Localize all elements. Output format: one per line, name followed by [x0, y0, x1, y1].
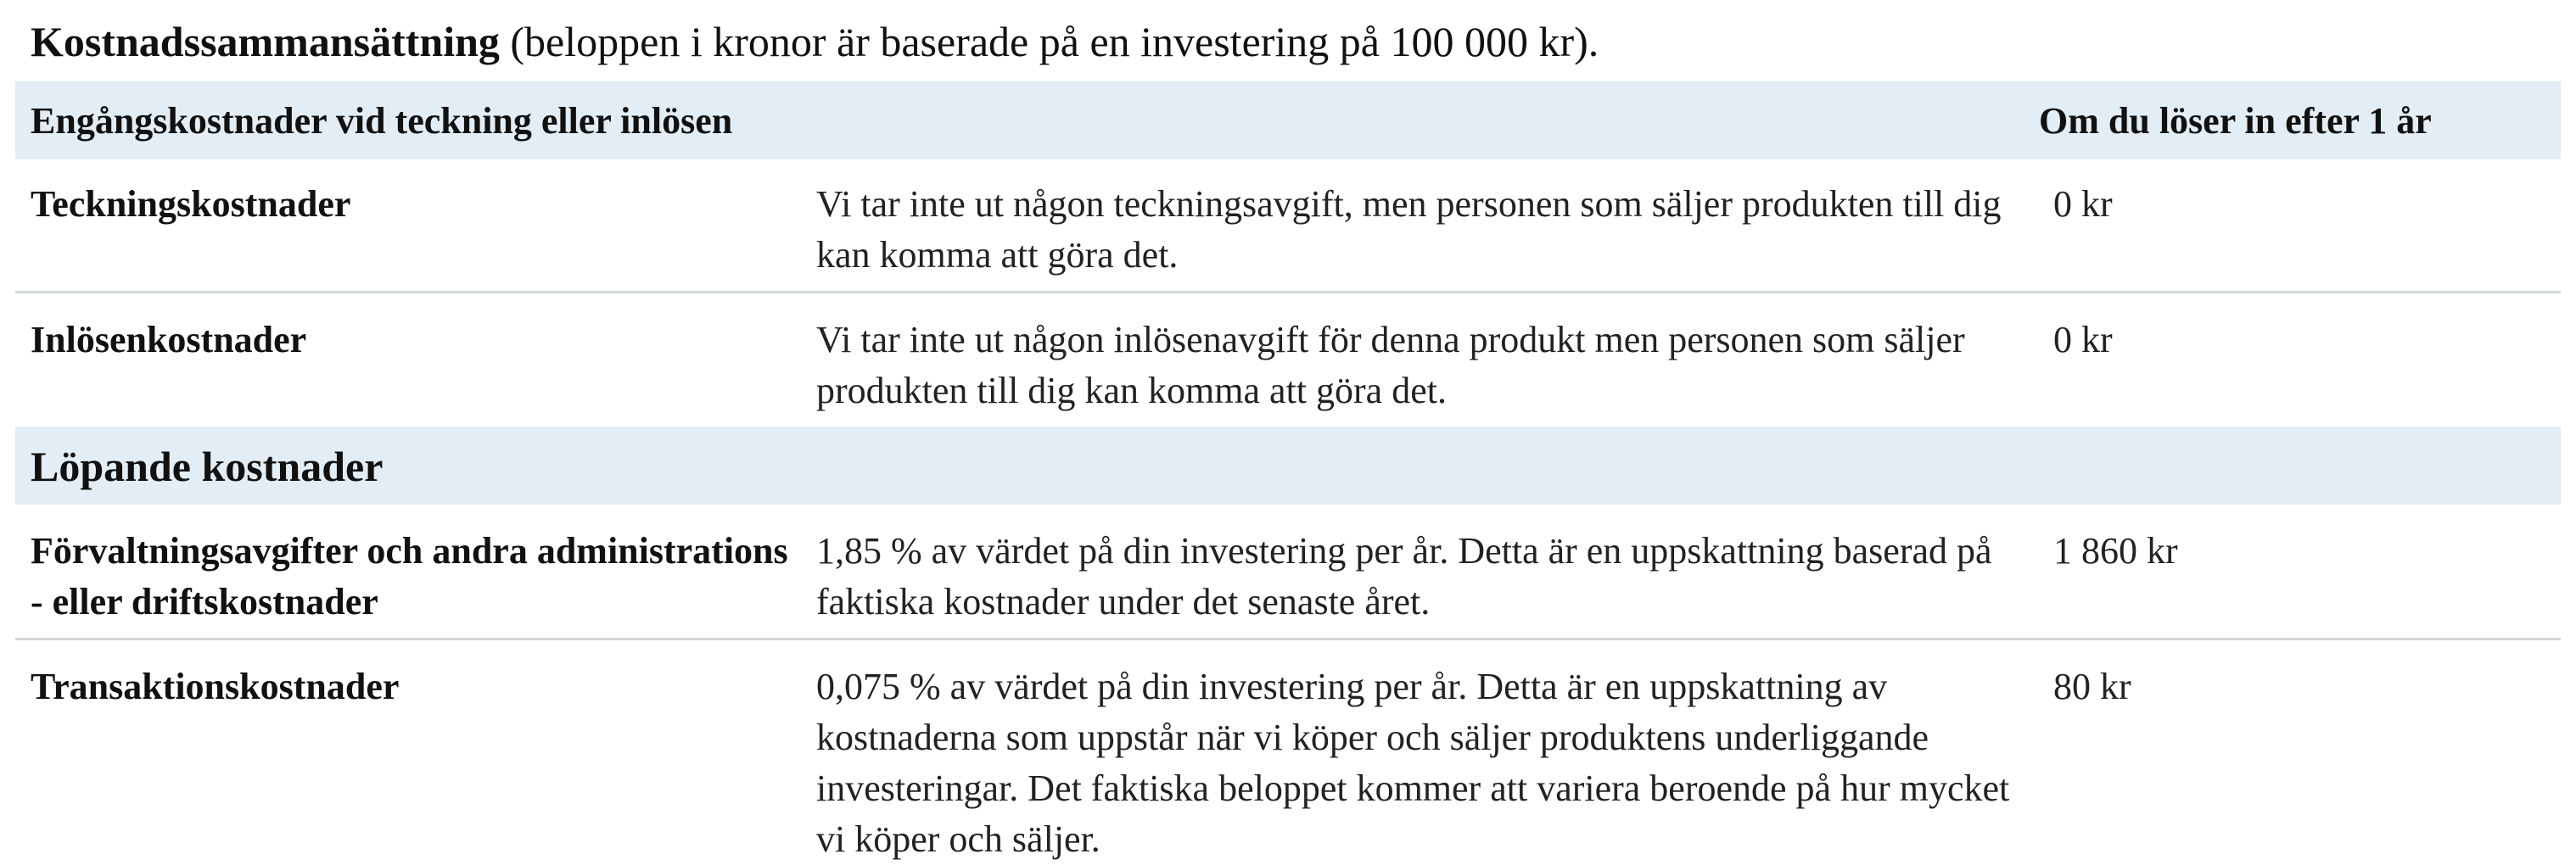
row-label-transaction-costs: Transaktionskostnader — [31, 666, 400, 707]
row-amount-management-fees: 1 860 kr — [2053, 530, 2178, 572]
row-divider — [15, 638, 2561, 640]
section-title-rest: (beloppen i kronor är baserade på en investering på 100 000 kr). — [499, 18, 1599, 65]
section-title-bold: Kostnadssammansättning — [31, 18, 500, 65]
row-amount-transaction-costs: 80 kr — [2053, 666, 2131, 707]
row-amount-redemption-costs: 0 kr — [2053, 319, 2113, 360]
row-label-redemption-costs: Inlösenkostnader — [31, 319, 307, 360]
row-label-management-fees: Förvaltningsavgifter och andra administrations - eller driftskostnader — [31, 530, 788, 622]
row-description-redemption-costs: Vi tar inte ut någon inlösenavgift för denna produkt men personen som säljer produkten till dig kan komma att göra det. — [816, 319, 1965, 411]
ongoing-header-band — [15, 427, 2561, 505]
row-description-subscription-costs: Vi tar inte ut någon teckningsavgift, men personen som säljer produkten till dig kan komma att göra det. — [816, 183, 2002, 276]
row-amount-subscription-costs: 0 kr — [2053, 183, 2113, 225]
amount-column-heading: Om du löser in efter 1 år — [2039, 100, 2432, 142]
row-description-transaction-costs: 0,075 % av värdet på din investering per år. Detta är en uppskattning av kostnaderna som uppstår när vi köper och säljer produktens underliggande investeringar. Det faktiska beloppet kommer att variera beroende på hur mycket vi köper och säljer. — [816, 666, 2010, 860]
row-description-management-fees: 1,85 % av värdet på din investering per år. Detta är en uppskattning baserad på faktiska kostnader under det senaste året. — [816, 530, 1992, 622]
ongoing-heading: Löpande kostnader — [31, 443, 384, 490]
section-title — [31, 12, 1599, 71]
row-divider — [15, 291, 2561, 293]
one-off-heading: Engångskostnader vid teckning eller inlösen — [31, 100, 733, 142]
row-label-subscription-costs: Teckningskostnader — [31, 183, 351, 225]
